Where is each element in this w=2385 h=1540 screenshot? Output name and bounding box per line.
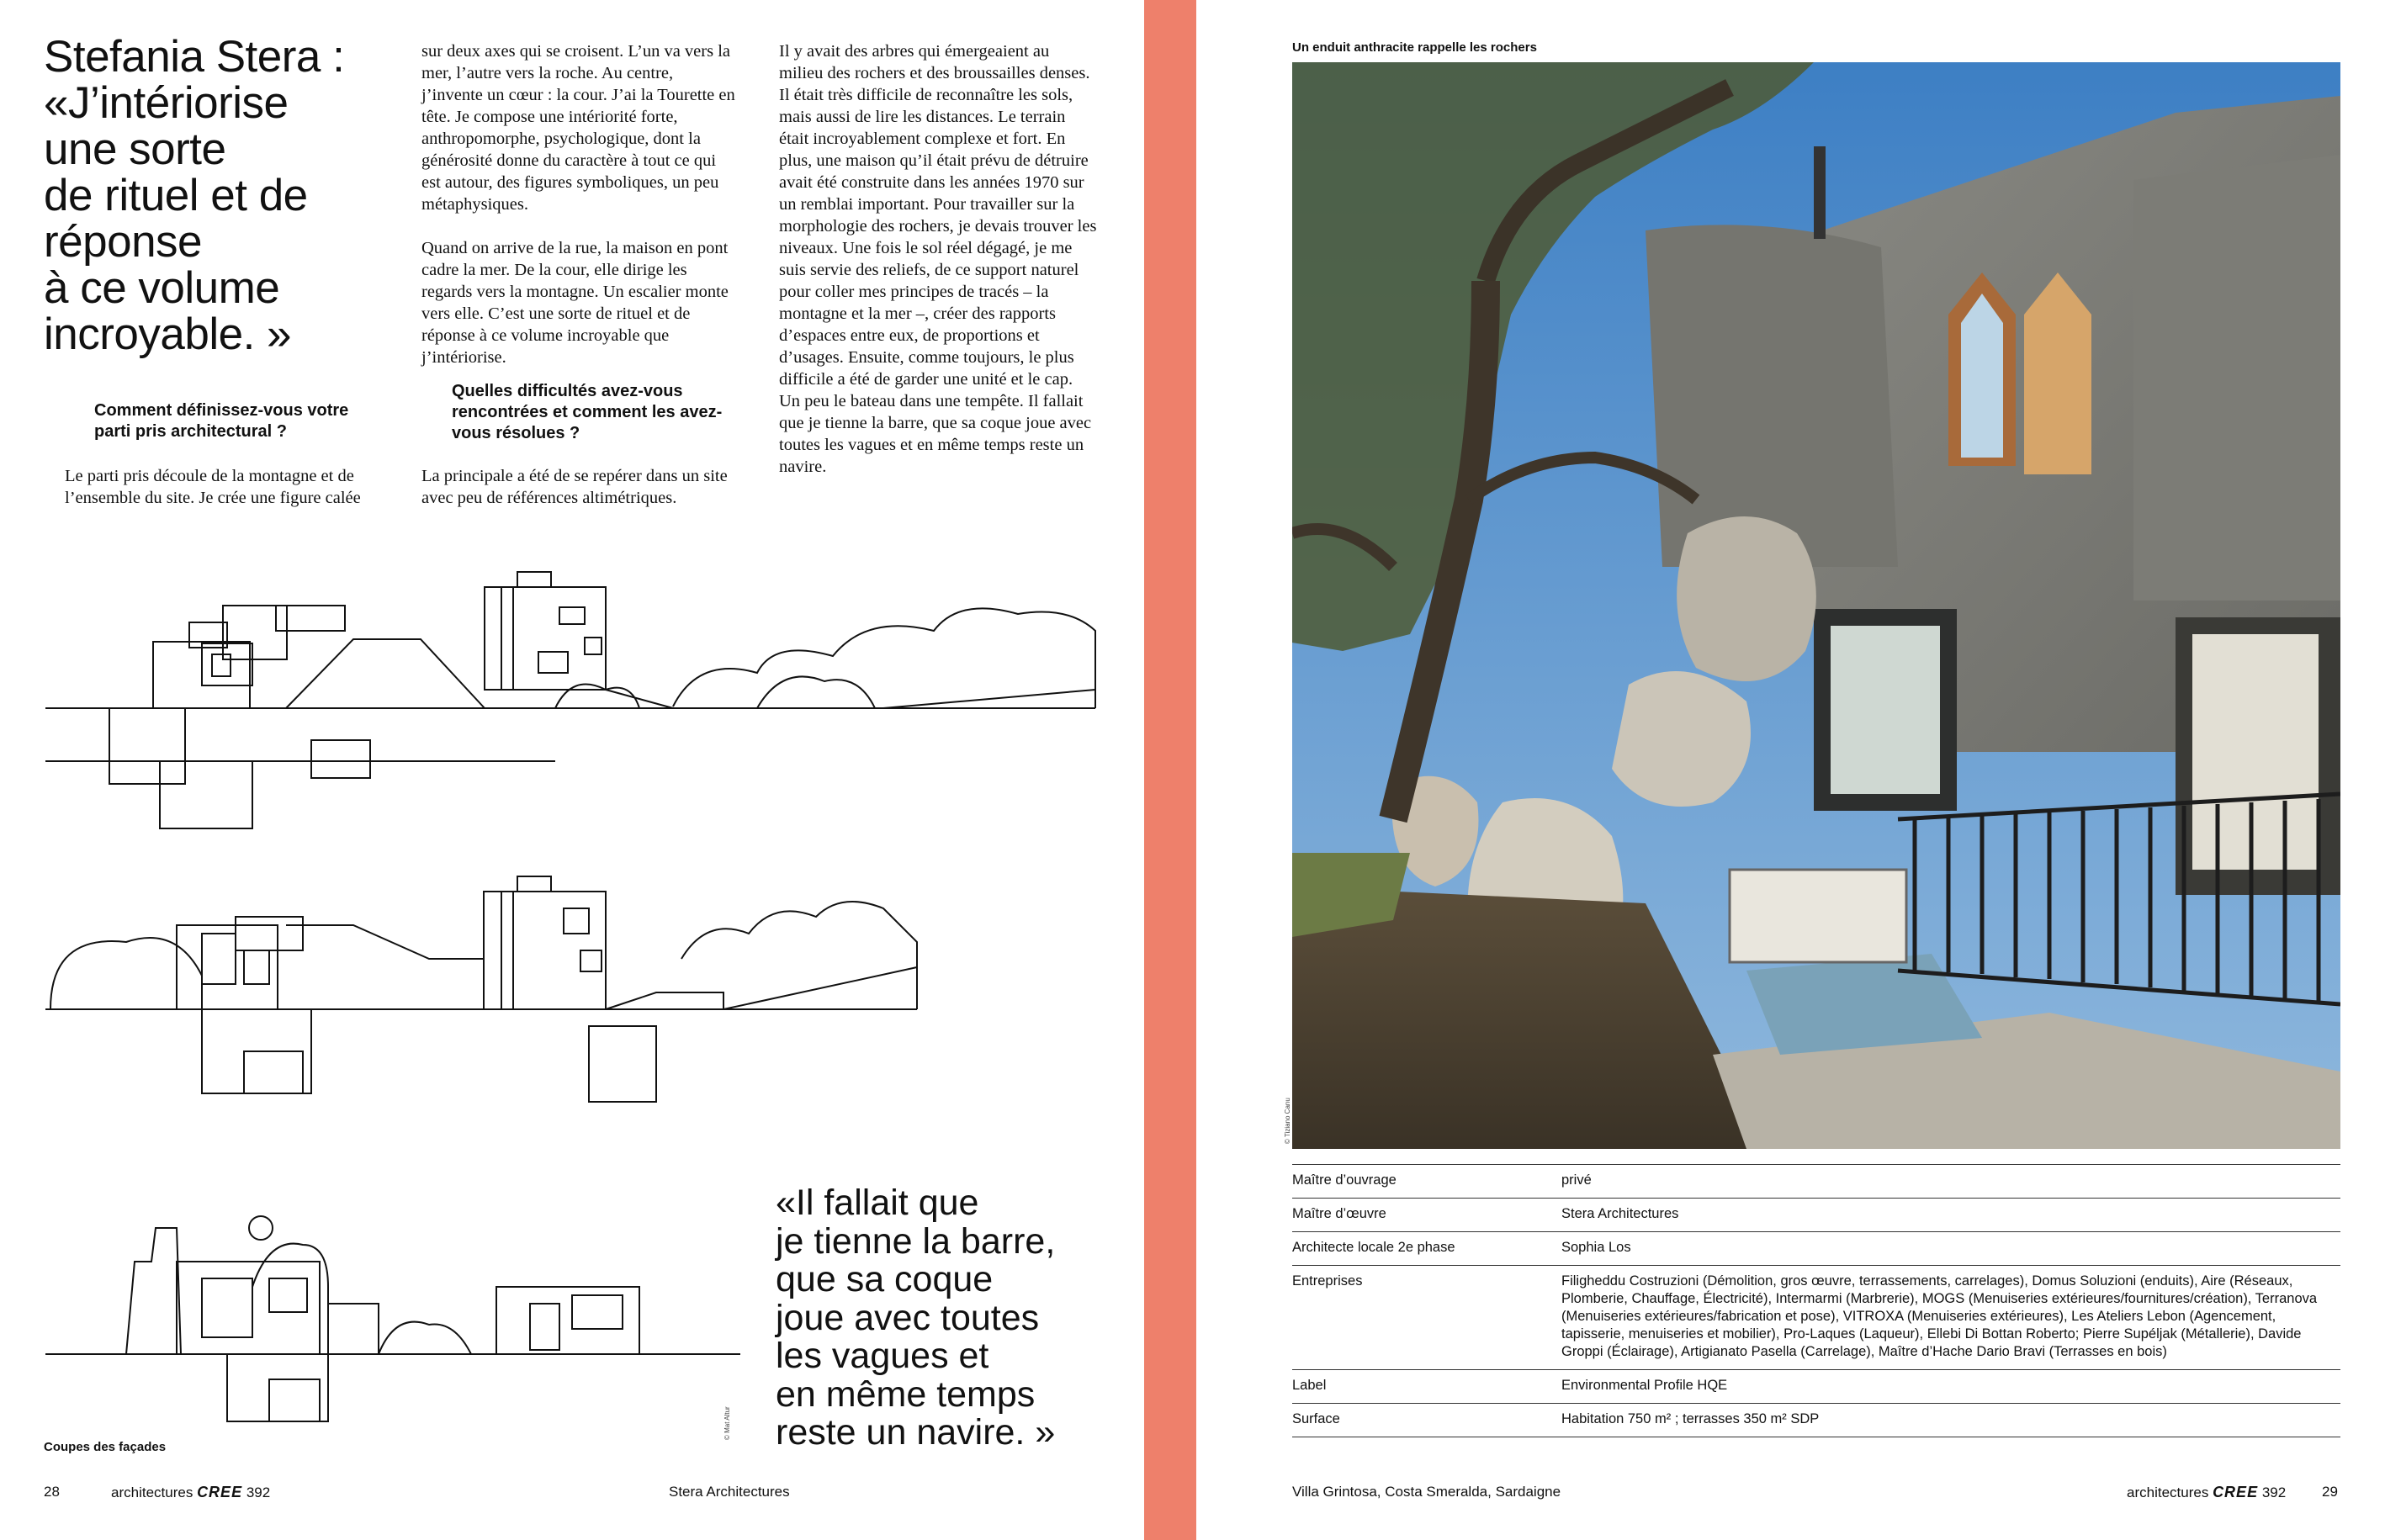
table-value: privé xyxy=(1561,1172,1592,1188)
section-drawing-3 xyxy=(45,1216,740,1421)
body-column-1 xyxy=(65,465,384,509)
page-number: 29 xyxy=(2322,1484,2338,1500)
magazine-name xyxy=(2127,1484,2286,1501)
headline-line: incroyable. » xyxy=(44,310,292,359)
photo-caption: Un enduit anthracite rappelle les rochers xyxy=(1292,40,1537,55)
pull-quote-line: «Il fallait que xyxy=(776,1183,979,1223)
headline-line: de rituel et de xyxy=(44,171,308,220)
headline xyxy=(44,34,363,357)
magazine-name xyxy=(111,1484,270,1501)
body-column-2 xyxy=(421,40,737,390)
paragraph: Le parti pris découle de la montagne et de l’ensemble du site. Je crée une figure calée xyxy=(65,467,361,507)
pull-quote-line: les vagues et xyxy=(776,1336,989,1376)
paragraph: La principale a été de se repérer dans un site avec peu de références altimétriques. xyxy=(421,467,728,507)
photo-credit: © Tiziano Canu xyxy=(1284,1098,1291,1144)
gutter-band xyxy=(1144,0,1196,1540)
headline-line: réponse xyxy=(44,217,203,267)
pull-quote xyxy=(776,1184,1095,1453)
issue-number: 392 xyxy=(246,1484,271,1500)
headline-line: Stefania Stera : xyxy=(44,32,345,82)
table-key: Maître d’ouvrage xyxy=(1292,1172,1397,1188)
table-key: Maître d’œuvre xyxy=(1292,1206,1386,1221)
table-row xyxy=(1292,1198,2340,1231)
section-drawing-2 xyxy=(45,876,917,1102)
drawing-credit: © Mat Altur xyxy=(723,1406,731,1440)
magazine-title: architectures xyxy=(2127,1484,2209,1500)
magazine-title: architectures xyxy=(111,1484,193,1500)
body-column-2-continued xyxy=(421,465,737,509)
paragraph: sur deux axes qui se croisent. L’un va vers la mer, l’autre vers la roche. Au centre, j’invente un cœur : la cour. J’ai la Tourette en tête. Je compose une intériorité forte, anthropomorphe, psychologique, dont la générosité donne du caractère à tout ce qui est autour, des figures symboliques, un peu métaphysiques. xyxy=(421,42,735,214)
section-drawing-1 xyxy=(45,572,1095,828)
page-number: 28 xyxy=(44,1484,60,1500)
headline-line: «J’intériorise xyxy=(44,78,289,128)
project-info-table xyxy=(1292,1164,2340,1437)
table-value: Environmental Profile HQE xyxy=(1561,1378,1728,1393)
pull-quote-line: joue avec toutes xyxy=(776,1297,1040,1338)
pull-quote-line: je tienne la barre, xyxy=(776,1220,1056,1262)
table-row xyxy=(1292,1369,2340,1403)
section-name: Stera Architectures xyxy=(669,1484,790,1500)
body-column-3 xyxy=(779,40,1097,478)
location-line: Villa Grintosa, Costa Smeralda, Sardaigne xyxy=(1292,1484,1561,1500)
table-value: Habitation 750 m² ; terrasses 350 m² SDP xyxy=(1561,1411,1820,1426)
headline-line: une sorte xyxy=(44,124,226,174)
villa-photo xyxy=(1292,62,2340,1149)
pull-quote-line: que sa coque xyxy=(776,1259,994,1299)
table-key: Architecte locale 2e phase xyxy=(1292,1240,1455,1255)
paragraph: Il y avait des arbres qui émergeaient au milieu des rochers et des broussailles denses. Il était très difficile de reconnaître les sols, mais aussi de lire les distances. Le terrain était incroyablement complexe et fort. En plus, une maison qu’il était prévu de détruire avait été construite dans les années 1970 sur un remblai important. Pour travailler sur la morphologie des rochers, je devais trouver les niveaux. Une fois le sol réel dégagé, je me suis servie des reliefs, de ce support naturel pour coller mes principes de tracés – la montagne et la mer –, créer des rapports d’espaces entre eux, de proportions et d’usages. Ensuite, comme toujours, le plus difficile a été de garder une unité et le cap. Un peu le bateau dans une tempête. Il fallait que je tienne la barre, que sa coque joue avec toutes les vagues et en même temps reste un navire. xyxy=(779,42,1097,476)
magazine-logo: CREE xyxy=(2213,1484,2259,1500)
paragraph: Quand on arrive de la rue, la maison en pont cadre la mer. De la cour, elle dirige les regards vers la montagne. Un escalier monte vers elle. C’est une sorte de rituel et de réponse à ce volume incroyable que j’intériorise. xyxy=(421,239,729,367)
drawings-caption: Coupes des façades xyxy=(44,1440,167,1454)
villa-photo-illustration xyxy=(1292,62,2340,1149)
interview-question-2: Quelles difficultés avez-vous rencontrées et comment les avez-vous résolues ? xyxy=(452,382,723,442)
headline-line: à ce volume xyxy=(44,263,280,313)
table-value: Stera Architectures xyxy=(1561,1206,1679,1221)
pull-quote-line: reste un navire. » xyxy=(776,1412,1056,1453)
table-key: Label xyxy=(1292,1378,1327,1393)
table-key: Entreprises xyxy=(1292,1273,1363,1289)
table-row xyxy=(1292,1164,2340,1198)
magazine-logo: CREE xyxy=(197,1484,243,1500)
table-row xyxy=(1292,1231,2340,1265)
table-value: Sophia Los xyxy=(1561,1240,1631,1255)
table-row xyxy=(1292,1403,2340,1437)
pull-quote-line: en même temps xyxy=(776,1373,1036,1415)
issue-number: 392 xyxy=(2261,1484,2287,1500)
interview-question-1: Comment définissez-vous votre parti pris architectural ? xyxy=(94,401,349,441)
table-key: Surface xyxy=(1292,1411,1340,1426)
table-row xyxy=(1292,1265,2340,1369)
table-value: Filigheddu Costruzioni (Démolition, gros œuvre, terrassements, carrelages), Domus Soluzioni (enduits), Aire (Réseaux, Plomberie, Chauffage, Électricité), Intermarmi (Marbrerie), MOGS (Menuiseries extérieures/fournitures/création), Terranova (Menuiseries extérieures/fabrication et pose), VITROXA (Menuiseries extérieures), Les Ateliers Lebon (Agencement, tapisserie, menuiseries et mobilier), Pro-Laques (Laqueur), Ellebi Di Bottan Roberto; Pierre Supéljak (Métallerie), Davide Groppi (Éclairage), Artigianato Pasella (Carrelage), Maître d’Hache Dario Bravi (Terrasses en bois) xyxy=(1561,1273,2318,1359)
